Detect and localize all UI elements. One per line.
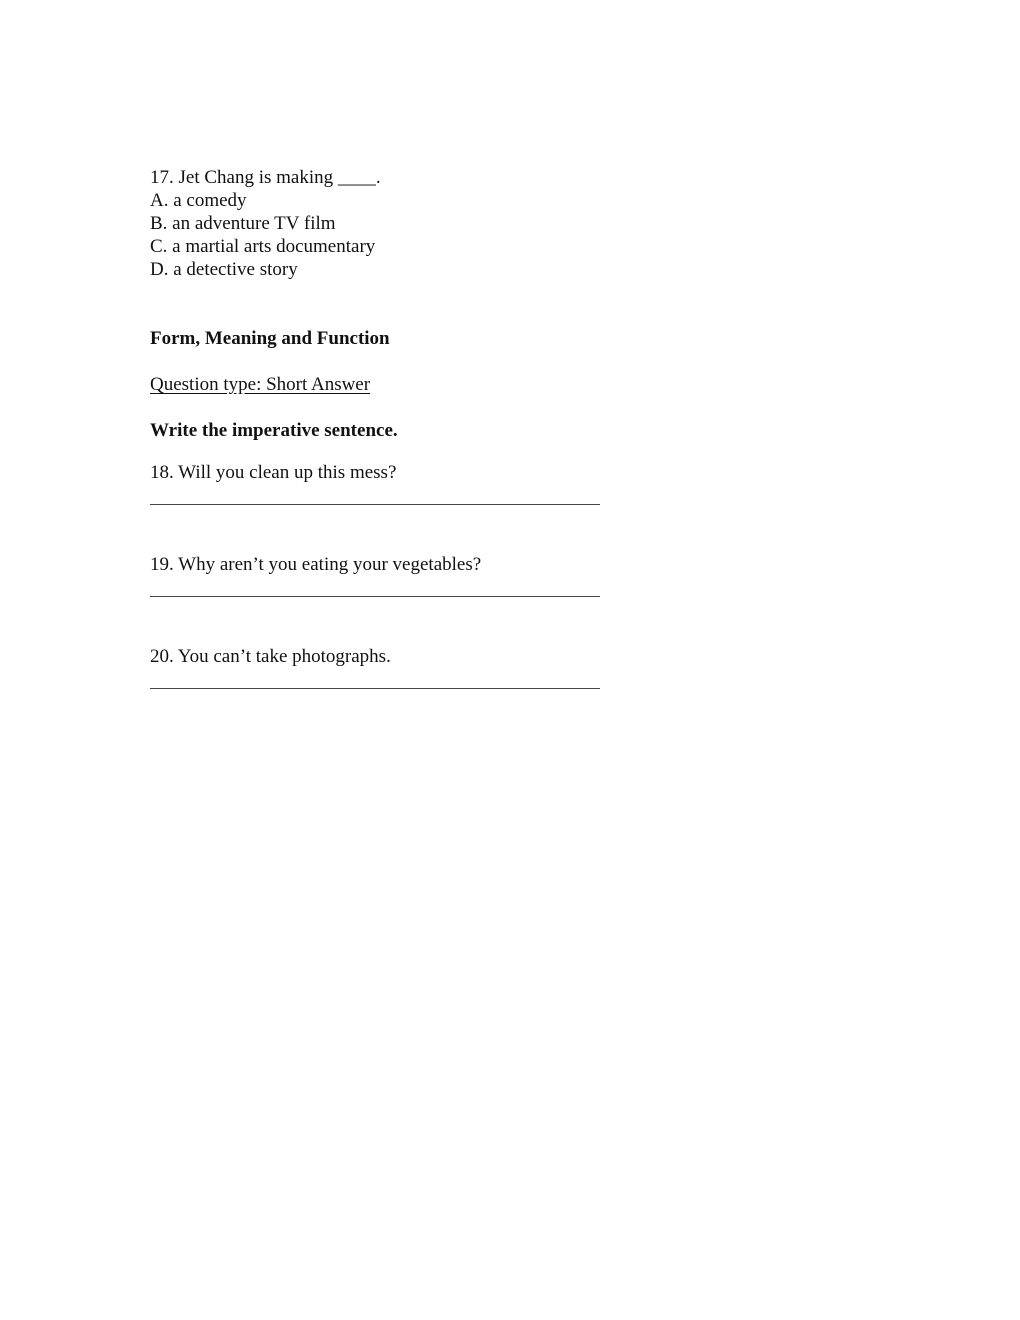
option-b: B. an adventure TV film (150, 213, 336, 234)
answer-line-18[interactable] (150, 504, 600, 505)
question-17-stem: 17. Jet Chang is making ____. (150, 167, 381, 188)
option-d: D. a detective story (150, 259, 298, 280)
question-18-stem: 18. Will you clean up this mess? (150, 462, 397, 483)
instruction-text: Write the imperative sentence. (150, 420, 398, 441)
option-a: A. a comedy (150, 190, 247, 211)
answer-line-20[interactable] (150, 688, 600, 689)
question-19-stem: 19. Why aren’t you eating your vegetables? (150, 554, 482, 575)
question-20-stem: 20. You can’t take photographs. (150, 646, 391, 667)
answer-line-19[interactable] (150, 596, 600, 597)
question-type-label: Question type: Short Answer (150, 374, 371, 395)
section-title: Form, Meaning and Function (150, 328, 390, 349)
option-c: C. a martial arts documentary (150, 236, 376, 257)
